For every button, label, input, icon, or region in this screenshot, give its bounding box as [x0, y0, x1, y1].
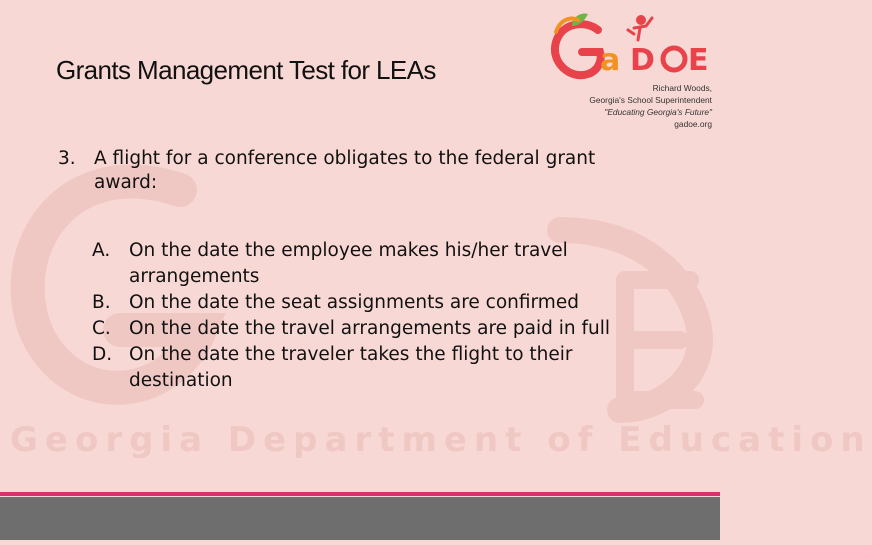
option-letter: A. — [92, 240, 111, 261]
footer-accent-rule — [0, 492, 720, 496]
question — [58, 147, 658, 195]
svg-text:E: E — [688, 43, 709, 78]
gadoe-logo — [548, 8, 716, 82]
logo-website: gadoe.org — [674, 119, 712, 129]
watermark-text: Georgia Department of Education — [10, 420, 872, 460]
question-text: A flight for a conference obligates to the federal grant award: — [94, 148, 596, 193]
logo-slogan: "Educating Georgia's Future" — [604, 107, 712, 117]
option-d — [92, 342, 692, 394]
option-letter: B. — [92, 292, 111, 313]
svg-text:D: D — [630, 43, 655, 78]
footer-bar — [0, 497, 720, 540]
slide-title: Grants Management Test for LEAs — [56, 55, 436, 85]
option-a — [92, 238, 692, 290]
answer-options — [92, 238, 692, 394]
option-text: On the date the employee makes his/her travel arrangements — [129, 240, 568, 287]
option-text: On the date the traveler takes the flight to their destination — [129, 344, 573, 391]
question-number: 3. — [58, 148, 76, 169]
option-text: On the date the travel arrangements are paid in full — [129, 318, 611, 339]
superintendent-name: Richard Woods, — [652, 83, 712, 93]
option-c — [92, 316, 692, 342]
superintendent-title: Georgia's School Superintendent — [589, 95, 712, 105]
option-text: On the date the seat assignments are confirmed — [129, 292, 579, 313]
option-letter: D. — [92, 344, 113, 365]
option-b — [92, 290, 692, 316]
svg-text:a: a — [600, 43, 621, 78]
logo-caption — [589, 82, 712, 130]
option-letter: C. — [92, 318, 111, 339]
